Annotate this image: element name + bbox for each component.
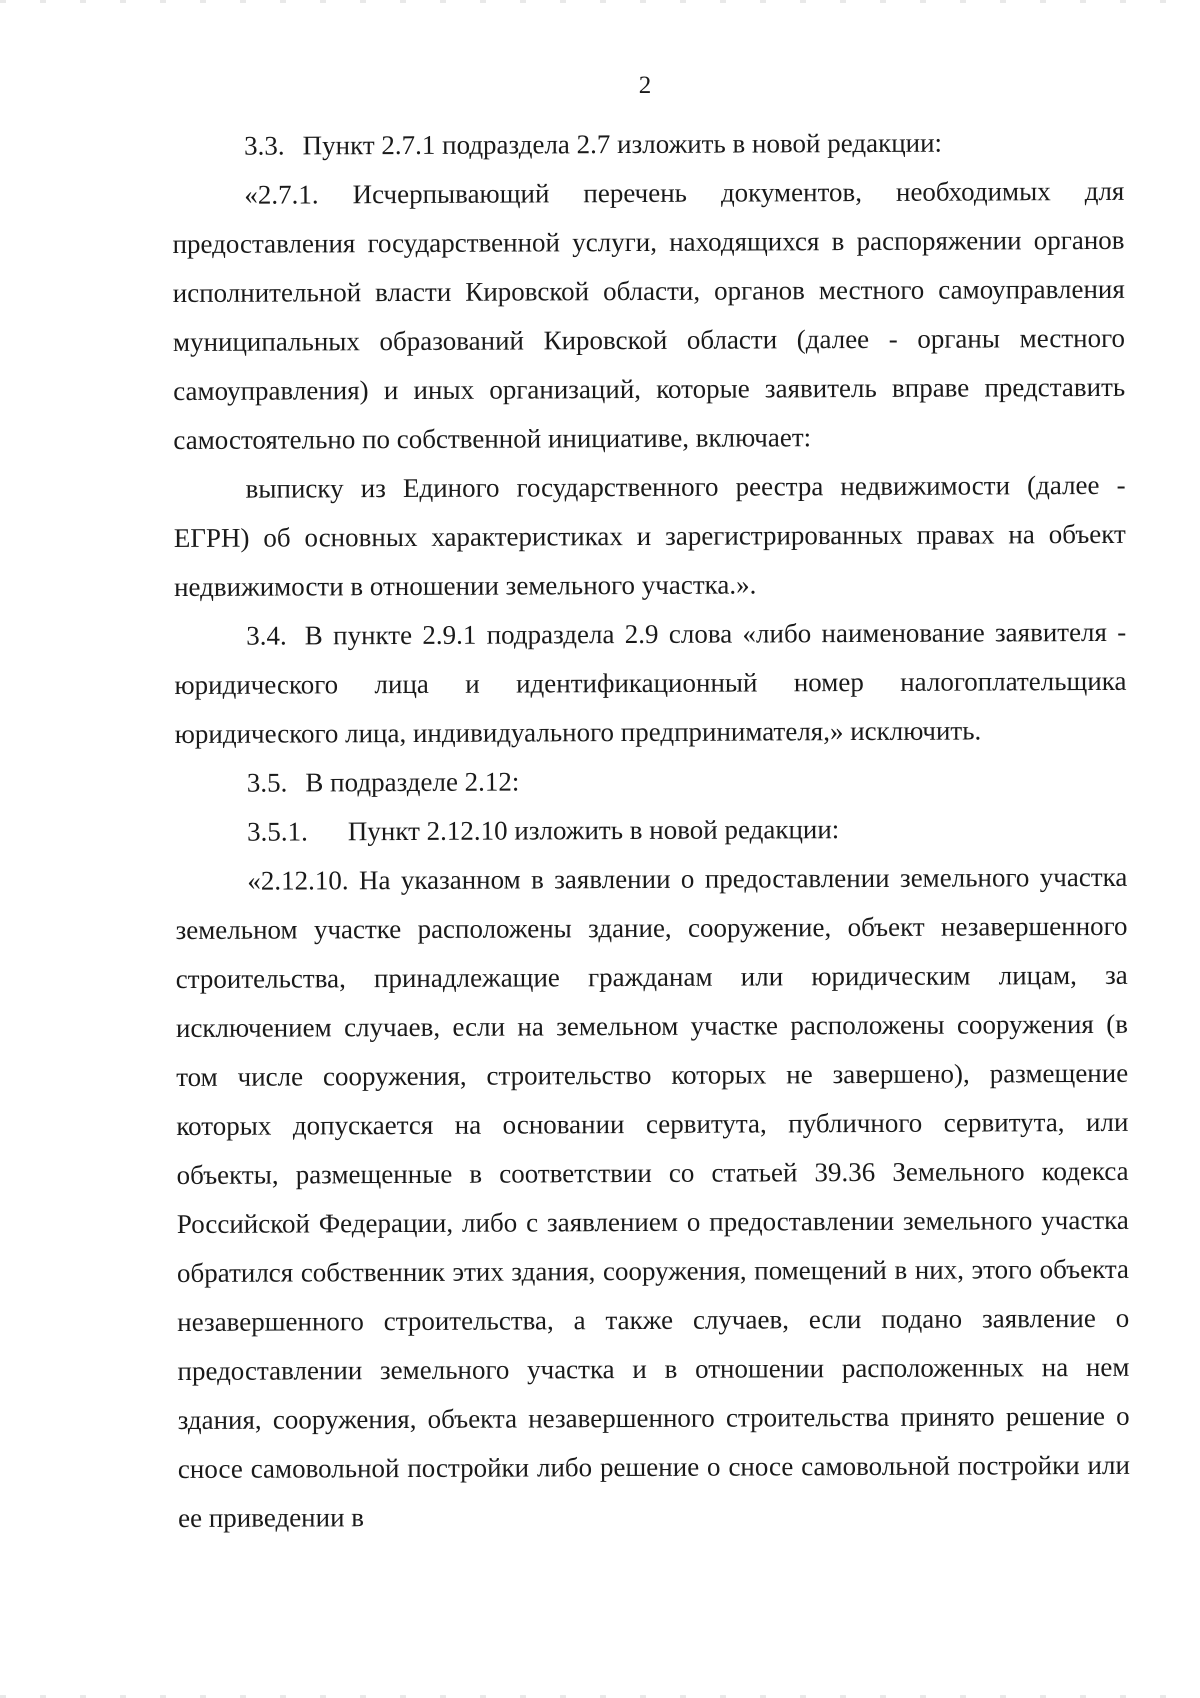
paragraph-text: выписку из Единого государственного реестра недвижимости (далее - ЕГРН) об основных характеристиках и зарегистрированных правах на объект недвижимости в отношении земельного участка.». — [173, 469, 1126, 602]
paragraph-label: 3.5.1. — [247, 816, 308, 847]
paragraph-text: «2.7.1. Исчерпывающий перечень документов, необходимых для предоставления государственной услуги, находящихся в распоряжении органов исполнительной власти Кировской области, органов местного самоуправления муниципальных образований Кировской области (далее - органы местного самоуправления) и иных организаций, которые заявитель вправе представить самостоятельно по собственной инициативе, включает: — [172, 175, 1126, 455]
paragraph-text: В пункте 2.9.1 подраздела 2.9 слова «либо наименование заявителя - юридического лица и идентификационный номер налогоплательщика юридического лица, индивидуального предпринимателя,» исключить. — [174, 616, 1127, 749]
paragraph-label: 3.5. — [246, 767, 288, 798]
paragraph-3-5-1 — [175, 804, 1127, 857]
paragraph-text: Пункт 2.7.1 подраздела 2.7 изложить в новой редакции: — [302, 127, 943, 161]
page-number: 2 — [638, 72, 652, 99]
paragraph-3-5 — [175, 755, 1127, 808]
paragraph-egrn-extract — [173, 461, 1126, 612]
paragraph-text: «2.12.10. На указанном в заявлении о предоставлении земельного участка земельном участке расположены здание, сооружение, объект незавершенного строительства, принадлежащие гражданам или юридическим лицам, за исключением случаев, если на земельном участке расположены сооружения (в том числе сооружения, строительство которых не завершено), размещение которых допускается на основании сервитута, публичного сервитута, или объекты, размещенные в соответствии со статьей 39.36 Земельного кодекса Российской Федерации, либо с заявлением о предоставлении земельного участка обратился собственник этих здания, сооружения, помещений в них, этого объекта незавершенного строительства, а также случаев, если подано заявление о предоставлении земельного участка и в отношении расположенных на нем здания, сооружения, объекта незавершенного строительства принято решение о сносе самовольной постройки либо решение о сносе самовольной постройки или ее приведении в — [175, 861, 1130, 1533]
paragraph-2-12-10 — [175, 853, 1130, 1543]
document-body — [172, 118, 1130, 1543]
paragraph-text: Пункт 2.12.10 изложить в новой редакции: — [347, 814, 840, 847]
paragraph-label: 3.4. — [246, 620, 287, 651]
paragraph-3-3 — [172, 118, 1124, 171]
paragraph-label: 3.3. — [244, 130, 285, 161]
paragraph-3-4 — [174, 608, 1127, 759]
paragraph-text: В подразделе 2.12: — [305, 766, 520, 798]
scan-edge-top — [0, 0, 1200, 3]
paragraph-2-7-1 — [172, 167, 1125, 465]
